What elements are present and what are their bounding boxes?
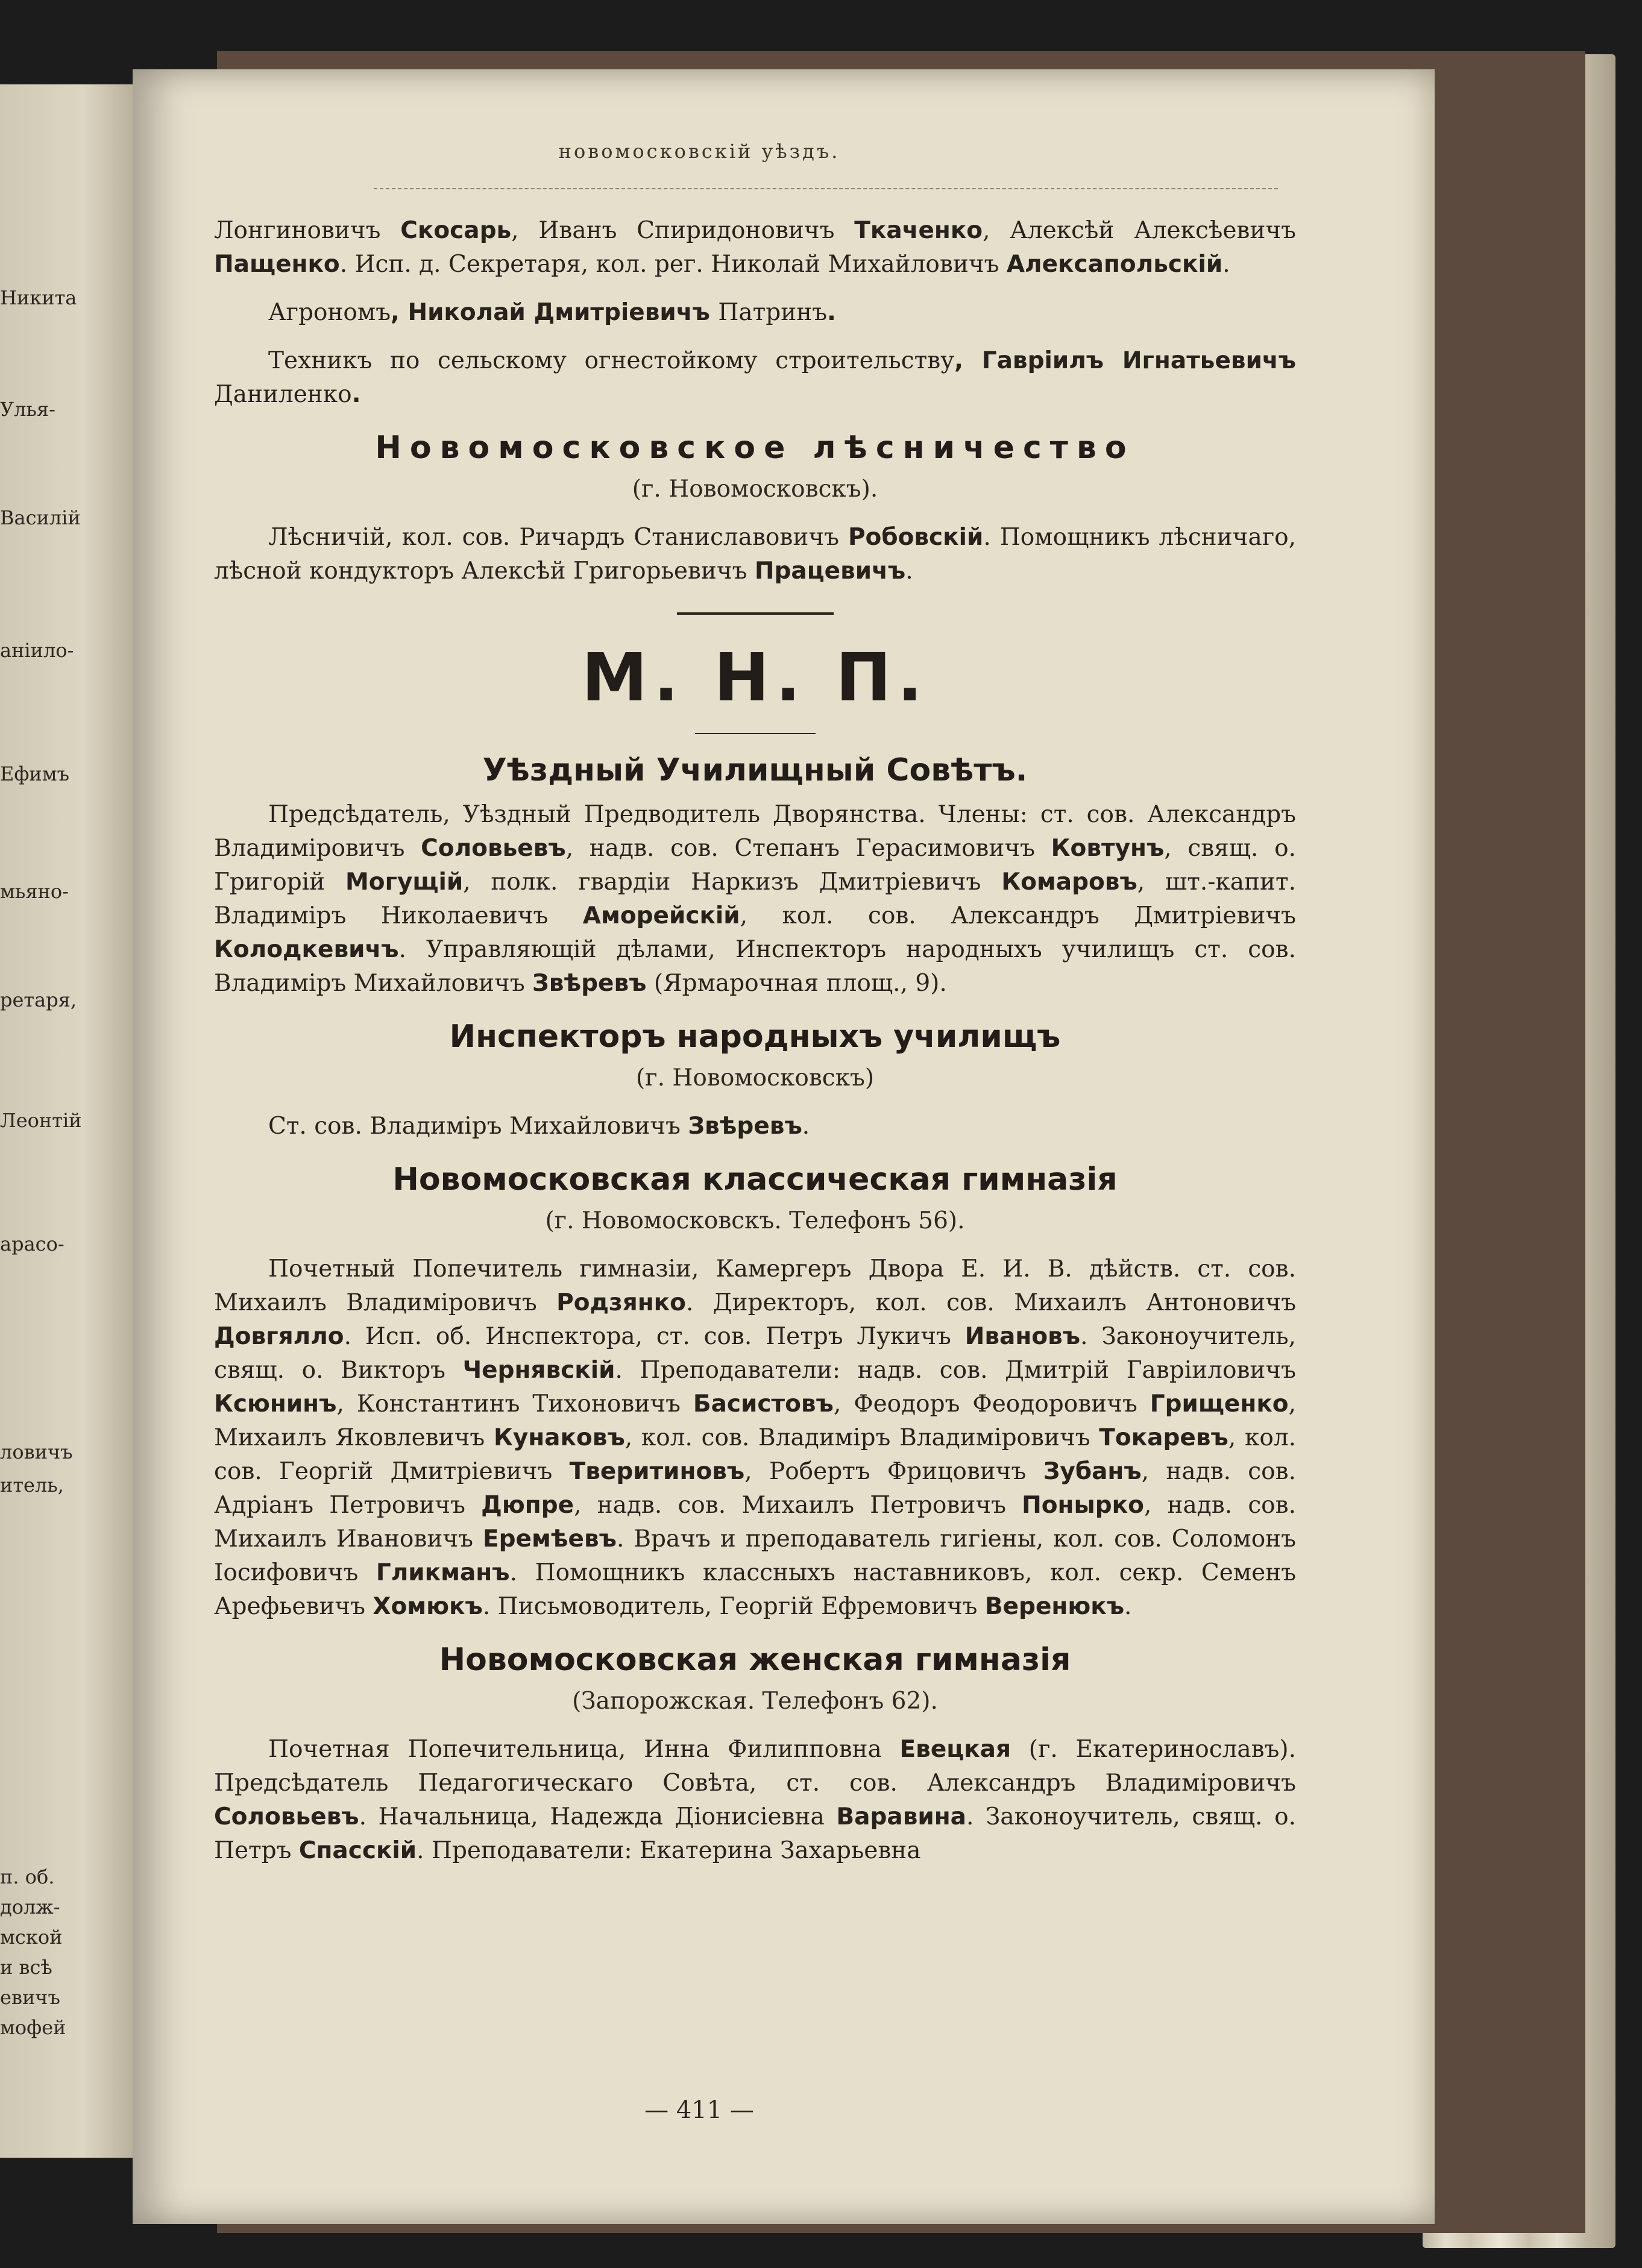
para-block <box>214 1110 1296 1143</box>
text-run: Техникъ по сельскому огнестойкому строительству <box>268 347 955 374</box>
bold-name: Евецкая <box>899 1736 1011 1763</box>
bold-name: Еремѣевъ <box>482 1525 617 1553</box>
left-fragment: арасо- <box>0 1233 64 1255</box>
left-fragment: итель, <box>0 1474 64 1497</box>
bold-name: Басистовъ <box>693 1390 834 1418</box>
section-title: Инспекторъ народныхъ училищъ <box>449 1019 1061 1055</box>
para-block <box>214 296 1296 330</box>
ministry-heading: М. Н. П. <box>581 639 929 716</box>
bold-name: Звѣревъ <box>688 1113 802 1140</box>
para-block <box>214 1252 1296 1624</box>
text-run: . Исп. д. Секретаря, кол. рег. Николай Михайловичъ <box>339 251 1007 278</box>
section-title: Новомосковская классическая гимназія <box>392 1161 1118 1198</box>
bold-name: , Николай Дмитріевичъ <box>391 299 719 326</box>
divider <box>677 612 834 615</box>
bold-name: Працевичъ <box>754 558 906 585</box>
bold-name: Кунаковъ <box>493 1424 625 1451</box>
left-fragment: Никита <box>0 286 77 309</box>
bold-name: Дюпре <box>481 1492 574 1519</box>
text-run: Агрономъ <box>268 299 391 326</box>
text-run: , Робертъ Фрицовичъ <box>744 1458 1043 1485</box>
para-block <box>214 344 1296 412</box>
bold-name: Колодкевичъ <box>214 936 399 963</box>
text-run: . Помощникъ классныхъ наставниковъ, кол. секр. Семенъ Арефьевичъ <box>214 1559 1297 1620</box>
bold-name: Ткаченко <box>854 217 983 244</box>
bold-name: . <box>351 381 361 408</box>
header-rule <box>374 188 1278 189</box>
text-run: Патринъ <box>718 299 828 326</box>
section-title: Новомосковская женская гимназія <box>439 1642 1071 1678</box>
text-run: . <box>905 558 913 585</box>
text-run: Предсѣдатель, Уѣздный Предводитель Дворянства. Члены: ст. сов. Александръ Владиміровичъ <box>214 801 1296 862</box>
text-run: , Иванъ Спиридоновичъ <box>511 217 855 244</box>
text-run: , надв. сов. Михаилъ Петровичъ <box>574 1492 1022 1519</box>
text-run: Лонгиновичъ <box>214 217 401 244</box>
text-run: Лѣсничій, кол. сов. Ричардъ Станиславовичъ <box>268 524 848 551</box>
text-run: . Преподаватели: Екатерина Захарьевна <box>417 1837 921 1864</box>
text-run: . Законоучитель, свящ. о. Петръ <box>214 1803 1297 1864</box>
section-title: Новомосковское лѣсничество <box>375 430 1135 466</box>
text-run: . Помощникъ лѣсничаго, лѣсной кондукторъ Алексѣй Григорьевичъ <box>214 524 1297 585</box>
bold-name: Чернявскій <box>462 1357 615 1384</box>
bold-name: Понырко <box>1022 1492 1144 1519</box>
text-run: , кол. сов. Георгій Дмитріевичъ <box>214 1424 1296 1485</box>
bold-name: Варавина <box>836 1803 966 1830</box>
text-run: . Директоръ, кол. сов. Михаилъ Антоновичъ <box>685 1289 1297 1316</box>
section-subtitle: (г. Новомосковскъ). <box>632 476 878 503</box>
text-run: , шт.-капит. Владиміръ Николаевичъ <box>214 869 1297 929</box>
left-fragment: п. об. <box>0 1865 55 1888</box>
text-run: , Константинъ Тихоновичъ <box>336 1390 693 1418</box>
bold-name: Веренюкъ <box>984 1593 1125 1620</box>
bold-name: Гликманъ <box>376 1559 510 1586</box>
text-run: (Ярмарочная площ., 9). <box>646 970 947 997</box>
page-content <box>214 214 1296 1882</box>
bold-name: Ковтунъ <box>1051 835 1165 862</box>
para-block <box>214 1733 1296 1868</box>
section-title: Уѣздный Училищный Совѣтъ. <box>482 752 1028 788</box>
text-run: , Алексѣй Алексѣевичъ <box>983 217 1296 244</box>
text-run: , полк. гвардіи Наркизъ Дмитріевичъ <box>463 869 1002 896</box>
left-fragment: аніило- <box>0 639 74 662</box>
page-number: — 411 — <box>644 2096 754 2124</box>
text-run: . Преподаватели: надв. сов. Дмитрій Гавріиловичъ <box>615 1357 1296 1384</box>
divider <box>695 733 816 734</box>
text-run: . Врачъ и преподаватель гигіены, кол. сов. Соломонъ Іосифовичъ <box>214 1525 1296 1586</box>
left-fragment: Леонтій <box>0 1109 82 1132</box>
left-fragment: мской <box>0 1926 63 1949</box>
bold-name: Хомюкъ <box>373 1593 483 1620</box>
left-fragment: Ефимъ <box>0 762 69 785</box>
left-fragment: Улья- <box>0 398 55 421</box>
left-fragment: мофей <box>0 2016 66 2039</box>
bold-name: Ксюнинъ <box>214 1390 337 1418</box>
text-run: , кол. сов. Владиміръ Владиміровичъ <box>624 1424 1099 1451</box>
section-subtitle: (г. Новомосковскъ) <box>635 1064 875 1092</box>
bold-name: Родзянко <box>556 1289 686 1316</box>
text-run: . <box>802 1113 810 1140</box>
bold-name: Алексапольскій <box>1006 251 1223 278</box>
text-run: , надв. сов. Степанъ Герасимовичъ <box>565 835 1051 862</box>
left-fragment: и всѣ <box>0 1956 52 1979</box>
bold-name: Комаровъ <box>1001 869 1137 896</box>
text-run: , Феодоръ Феодоровичъ <box>833 1390 1150 1418</box>
bold-name: Спасскій <box>298 1837 417 1864</box>
bold-name: Аморейскій <box>582 902 740 929</box>
text-run: Ст. сов. Владиміръ Михайловичъ <box>268 1113 688 1140</box>
bold-name: Робовскій <box>848 524 984 551</box>
text-run: . <box>1124 1593 1132 1620</box>
bold-name: Пащенко <box>214 251 340 278</box>
bold-name: . <box>827 299 836 326</box>
text-run: , свящ. о. Григорій <box>214 835 1296 896</box>
bold-name: Соловьевъ <box>214 1803 359 1830</box>
text-run: . Законоучитель, свящ. о. Викторъ <box>214 1323 1297 1384</box>
left-fragment: долж- <box>0 1896 60 1918</box>
bold-name: Зубанъ <box>1043 1458 1142 1485</box>
para-block <box>214 214 1296 281</box>
bold-name: Довгялло <box>214 1323 344 1350</box>
bold-name: Ивановъ <box>964 1323 1081 1350</box>
running-header: новомосковскій уѣздъ. <box>558 140 840 163</box>
left-page <box>0 84 139 2158</box>
text-run: Даниленко <box>214 381 352 408</box>
text-run: . Начальница, Надежда Діонисіевна <box>359 1803 837 1830</box>
bold-name: Могущій <box>345 869 464 896</box>
text-run: . Письмоводитель, Георгій Ефремовичъ <box>482 1593 985 1620</box>
bold-name: , Гавріилъ Игнатьевичъ <box>954 347 1296 374</box>
text-run: (г. Екатеринославъ). Предсѣдатель Педагогическаго Совѣта, ст. сов. Александръ Владиміровичъ <box>214 1736 1296 1797</box>
left-fragment: Василій <box>0 506 81 529</box>
text-run: . <box>1222 251 1230 278</box>
para-block <box>214 798 1296 1000</box>
text-run: Почетный Попечитель гимназіи, Камергеръ Двора Е. И. В. дѣйств. ст. сов. Михаилъ Владиміровичъ <box>214 1255 1296 1316</box>
para-block <box>214 521 1296 588</box>
section-subtitle: (Запорожская. Телефонъ 62). <box>572 1688 938 1715</box>
bold-name: Грищенко <box>1150 1390 1289 1418</box>
left-fragment: евичъ <box>0 1986 60 2009</box>
text-run: Почетная Попечительница, Инна Филипповна <box>268 1736 900 1763</box>
left-fragment: ловичъ <box>0 1440 73 1463</box>
bold-name: Соловьевъ <box>421 835 566 862</box>
bold-name: Звѣревъ <box>532 970 647 997</box>
bold-name: Скосарь <box>400 217 512 244</box>
section-subtitle: (г. Новомосковскъ. Телефонъ 56). <box>545 1207 965 1234</box>
bold-name: Токаревъ <box>1099 1424 1228 1451</box>
left-fragment: мьяно- <box>0 880 69 903</box>
text-run: , надв. сов. Адріанъ Петровичъ <box>214 1458 1296 1519</box>
text-run: , кол. сов. Александръ Дмитріевичъ <box>740 902 1296 929</box>
text-run: , Михаилъ Яковлевичъ <box>214 1390 1296 1451</box>
text-run: , надв. сов. Михаилъ Ивановичъ <box>214 1492 1296 1553</box>
bold-name: Тверитиновъ <box>569 1458 745 1485</box>
text-run: . Управляющій дѣлами, Инспекторъ народныхъ училищъ ст. сов. Владиміръ Михайловичъ <box>214 936 1296 997</box>
text-run: . Исп. об. Инспектора, ст. сов. Петръ Лукичъ <box>344 1323 965 1350</box>
left-fragment: ретаря, <box>0 988 77 1011</box>
